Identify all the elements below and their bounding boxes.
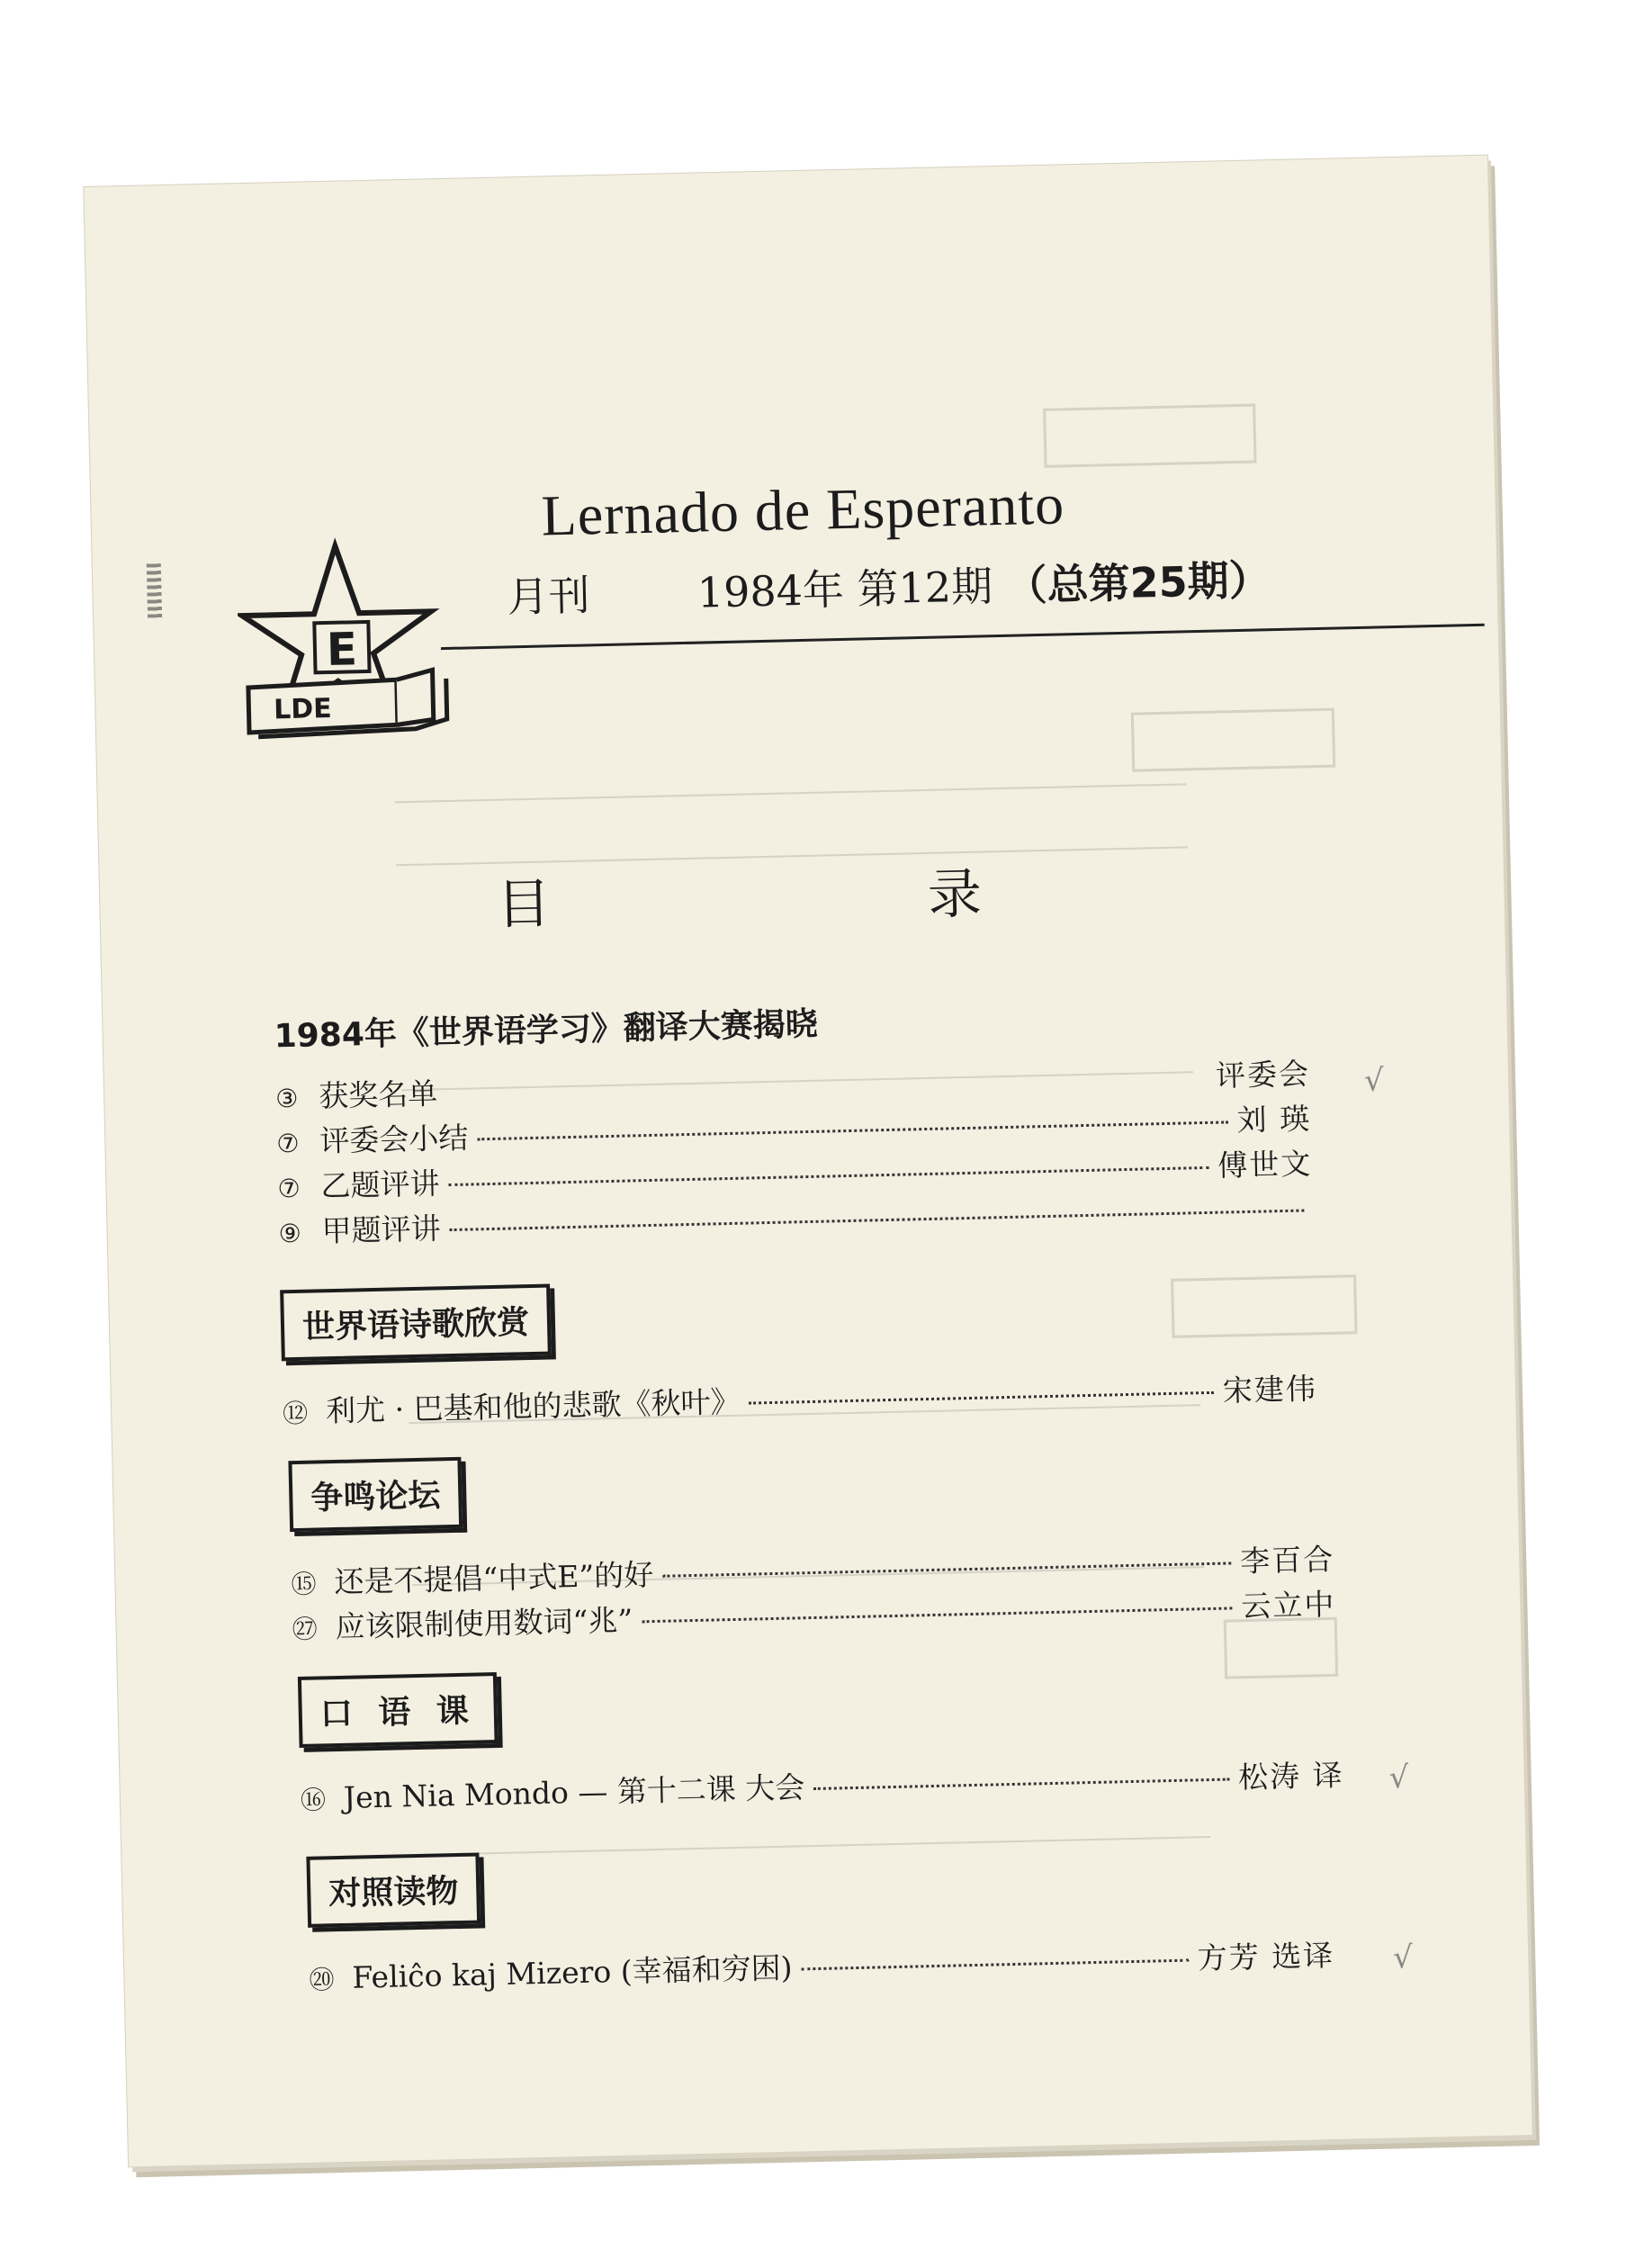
page-number: ⑫ (282, 1398, 309, 1429)
logo-abbreviation: LDE (273, 692, 333, 726)
entry-title: 甲题评讲 (321, 1210, 442, 1249)
entry-title: 利尤 · 巴基和他的悲歌《秋叶》 (325, 1383, 741, 1429)
issue-line (507, 547, 1271, 624)
total-issue: （总第25期） (1005, 555, 1271, 610)
masthead-rule (441, 624, 1485, 650)
entry-title: 乙题评讲 (320, 1166, 440, 1204)
logo-letter: E (326, 623, 358, 676)
toc-entry[interactable] (309, 1932, 1335, 1998)
section-heading-translation-contest: 1984年《世界语学习》翻译大赛揭晓 (274, 1005, 819, 1056)
entry-title: 应该限制使用数词“兆” (335, 1602, 633, 1645)
leader-dots (477, 1120, 1227, 1140)
entry-author: 方芳 选译 (1197, 1937, 1335, 1976)
entry-title: 还是不提倡“中式E”的好 (334, 1557, 654, 1600)
entry-author: 刘 瑛 (1236, 1101, 1312, 1138)
leader-dots (446, 1076, 1207, 1096)
entry-title: Feliĉo kaj Mizero (幸福和穷困) (352, 1949, 793, 1995)
page-number: ⑯ (300, 1785, 327, 1815)
entry-author: 宋建伟 (1222, 1371, 1318, 1408)
leader-dots (750, 1391, 1214, 1405)
staple-marks (147, 563, 162, 617)
leader-dots (813, 1778, 1229, 1790)
entry-author: 松涛 译 (1237, 1757, 1345, 1796)
entry-title: 获奖名单 (318, 1076, 438, 1114)
check-mark-icon: √ (1363, 1062, 1385, 1099)
section-heading-oral-lesson: 口 语 课 (298, 1672, 499, 1748)
entry-title: 评委会小结 (319, 1120, 469, 1159)
section-heading-poetry: 世界语诗歌欣赏 (280, 1284, 552, 1362)
check-mark-icon: √ (1388, 1760, 1409, 1796)
year-issue: 1984年 第12期 (696, 562, 993, 617)
contents-title: 目 录 (496, 859, 1163, 937)
entry-author: 李百合 (1239, 1541, 1335, 1580)
entry-author: 评委会 (1215, 1056, 1311, 1094)
periodical-label: 月刊 (507, 571, 591, 622)
lde-star-logo (236, 535, 466, 765)
toc-entry[interactable] (283, 1365, 1318, 1431)
leader-dots (448, 1166, 1208, 1186)
page-number: ③ (274, 1083, 299, 1114)
check-mark-icon: √ (1392, 1939, 1414, 1976)
toc-entry[interactable] (300, 1752, 1344, 1818)
page-number: ⑮ (291, 1569, 317, 1600)
magazine-page (84, 156, 1532, 2167)
section-heading-forum: 争鸣论坛 (288, 1457, 463, 1532)
page-number: ㉗ (292, 1614, 319, 1645)
section-heading-parallel-reading: 对照读物 (306, 1852, 481, 1927)
page-number: ⑨ (278, 1218, 302, 1249)
leader-dots (662, 1562, 1231, 1577)
leader-dots (642, 1606, 1232, 1623)
entry-author: 云立中 (1240, 1586, 1336, 1624)
entry-author: 傅世文 (1217, 1146, 1313, 1184)
leader-dots (801, 1959, 1188, 1971)
entry-title: Jen Nia Mondo — 第十二课 大会 (343, 1769, 805, 1815)
leader-dots (450, 1210, 1305, 1232)
page-number: ⑦ (276, 1128, 300, 1159)
magazine-title: Lernado de Esperanto (540, 472, 1065, 548)
page-number: ⑳ (309, 1965, 335, 1995)
page-number: ⑦ (277, 1173, 301, 1204)
